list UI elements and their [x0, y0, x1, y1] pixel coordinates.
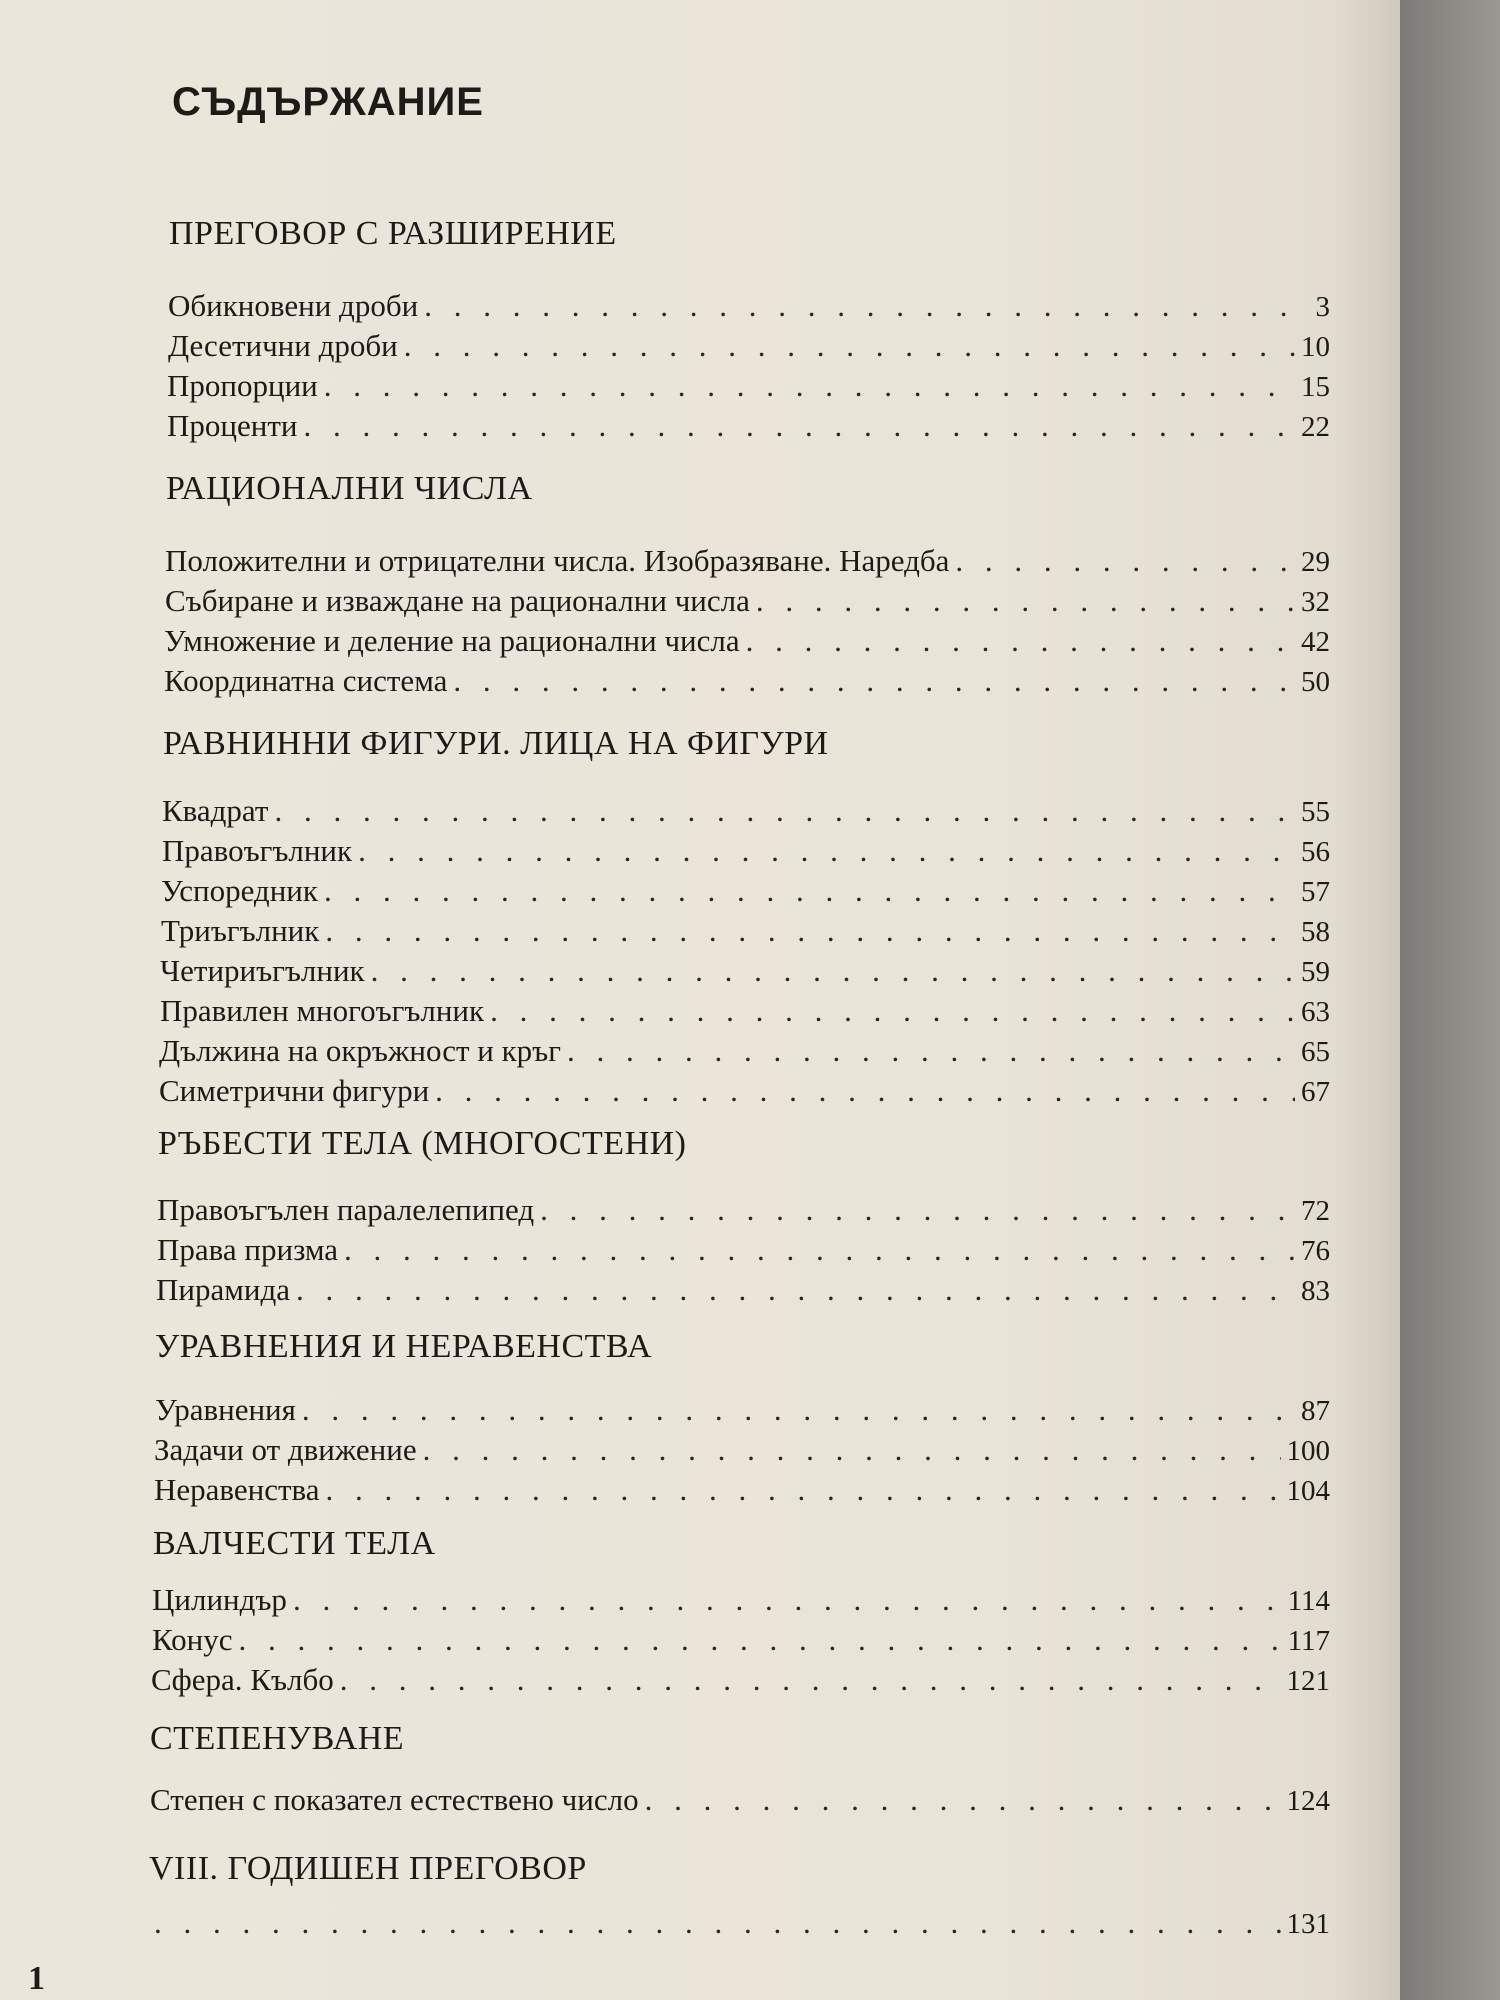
- toc-entry: [162, 833, 1330, 869]
- toc-entry-page: 50: [1301, 666, 1330, 698]
- toc-entry-label: Неравенства: [154, 1472, 320, 1507]
- toc-entry-label: Умножение и деление на рационални числа: [164, 623, 740, 658]
- toc-entry-page: 63: [1301, 996, 1330, 1028]
- toc-entry-page: 3: [1315, 291, 1330, 323]
- toc-entry: [159, 1033, 1330, 1069]
- toc-entry-page: 56: [1301, 836, 1330, 868]
- toc-entry: [162, 793, 1330, 829]
- toc-entry-label: Правоъгълен паралелепипед: [157, 1192, 535, 1227]
- toc-entry-page: 29: [1301, 546, 1330, 578]
- dot-leader: [303, 408, 1295, 444]
- dot-leader: [435, 1073, 1295, 1109]
- toc-entry-label: Проценти: [167, 408, 298, 443]
- dot-leader: [274, 793, 1295, 829]
- toc-entry-page: 87: [1301, 1395, 1330, 1427]
- dot-leader: [326, 1472, 1281, 1508]
- toc-entry: [164, 663, 1330, 699]
- toc-entry: [152, 1622, 1330, 1658]
- dot-leader: [567, 1033, 1295, 1069]
- toc-entry-label: Правоъгълник: [162, 833, 353, 868]
- toc-entry-page: 58: [1301, 916, 1330, 948]
- toc-entry-page: 124: [1286, 1785, 1330, 1817]
- toc-entry: [161, 873, 1330, 909]
- toc-entry-page: 22: [1301, 411, 1330, 443]
- toc-entry-label: Конус: [152, 1622, 233, 1657]
- section-heading: УРАВНЕНИЯ И НЕРАВЕНСТВА: [155, 1328, 652, 1365]
- toc-entry: [167, 368, 1330, 404]
- section-heading: РАВНИННИ ФИГУРИ. ЛИЦА НА ФИГУРИ: [163, 725, 829, 762]
- dot-leader: [423, 1432, 1281, 1468]
- toc-entry-page: 65: [1301, 1036, 1330, 1068]
- section-heading: РЪБЕСТИ ТЕЛА (МНОГОСТЕНИ): [158, 1125, 687, 1162]
- dot-leader: [746, 623, 1295, 659]
- dot-leader: [540, 1192, 1295, 1228]
- toc-entry: [150, 1782, 1330, 1818]
- toc-entry-label: Права призма: [157, 1232, 339, 1267]
- toc-entry-label: Сфера. Кълбо: [151, 1662, 334, 1697]
- toc-entry-page: 131: [1286, 1908, 1330, 1940]
- dot-leader: [325, 913, 1295, 949]
- dot-leader: [490, 993, 1295, 1029]
- toc-entry-label: Триъгълник: [161, 913, 320, 948]
- toc-entry-label: Степен с показател естествено число: [150, 1782, 639, 1817]
- dot-leader: [955, 543, 1295, 579]
- dot-leader: [340, 1662, 1281, 1698]
- toc-entry-label: Четириъгълник: [160, 953, 365, 988]
- section-heading: VIII. ГОДИШЕН ПРЕГОВОР: [149, 1850, 587, 1887]
- toc-entry: [168, 328, 1330, 364]
- toc-entry-page: 76: [1301, 1235, 1330, 1267]
- toc-entry-page: 42: [1301, 626, 1330, 658]
- toc-entry-label: Квадрат: [162, 793, 269, 828]
- section-heading: РАЦИОНАЛНИ ЧИСЛА: [166, 470, 533, 507]
- dot-leader: [371, 953, 1295, 989]
- toc-entry: [155, 1392, 1330, 1428]
- toc-entry-page: 67: [1301, 1076, 1330, 1108]
- toc-entry-label: Десетични дроби: [168, 328, 398, 363]
- background-surface: [1400, 0, 1500, 2000]
- toc-entry-label: Положителни и отрицателни числа. Изобразяване. Наредба: [165, 543, 950, 578]
- toc-entry: [154, 1472, 1330, 1508]
- page-title: СЪДЪРЖАНИЕ: [172, 80, 484, 124]
- toc-entry-page: 117: [1287, 1625, 1330, 1657]
- dot-leader: [453, 663, 1295, 699]
- toc-entry-page: 104: [1286, 1475, 1330, 1507]
- section-heading: ВАЛЧЕСТИ ТЕЛА: [153, 1525, 436, 1562]
- toc-entry-page: 114: [1287, 1585, 1330, 1617]
- toc-entry: [165, 583, 1330, 619]
- toc-entry-page: 100: [1286, 1435, 1330, 1467]
- toc-entry: [168, 288, 1330, 324]
- toc-entry-page: 55: [1301, 796, 1330, 828]
- toc-entry: [164, 623, 1330, 659]
- toc-entry: [157, 1232, 1330, 1268]
- dot-leader: [302, 1392, 1295, 1428]
- toc-entry: [167, 408, 1330, 444]
- toc-entry-page: 59: [1301, 956, 1330, 988]
- toc-entry: [159, 1073, 1330, 1109]
- dot-leader: [238, 1622, 1281, 1658]
- dot-leader: [358, 833, 1295, 869]
- page-number: 1: [28, 1960, 45, 1997]
- toc-entry-label: Цилиндър: [152, 1582, 287, 1617]
- toc-entry-page: 57: [1301, 876, 1330, 908]
- toc-entry: [148, 1905, 1330, 1941]
- toc-entry-label: Уравнения: [155, 1392, 296, 1427]
- toc-entry: [165, 543, 1330, 579]
- toc-entry-page: 83: [1301, 1275, 1330, 1307]
- toc-entry-page: 10: [1301, 331, 1330, 363]
- dot-leader: [324, 368, 1295, 404]
- dot-leader: [293, 1582, 1282, 1618]
- toc-entry-label: Пропорции: [167, 368, 318, 403]
- dot-leader: [324, 873, 1295, 909]
- toc-entry: [154, 1432, 1330, 1468]
- toc-entry-label: Координатна система: [164, 663, 448, 698]
- toc-entry-page: 72: [1301, 1195, 1330, 1227]
- section-heading: СТЕПЕНУВАНЕ: [150, 1720, 405, 1757]
- dot-leader: [154, 1905, 1281, 1941]
- toc-entry: [157, 1192, 1330, 1228]
- toc-entry: [160, 993, 1330, 1029]
- toc-entry: [161, 913, 1330, 949]
- toc-entry-label: Събиране и изваждане на рационални числа: [165, 583, 750, 618]
- toc-entry: [151, 1662, 1330, 1698]
- toc-entry: [156, 1272, 1330, 1308]
- dot-leader: [645, 1782, 1281, 1818]
- dot-leader: [424, 288, 1309, 324]
- dot-leader: [296, 1272, 1295, 1308]
- toc-entry-label: Обикновени дроби: [168, 288, 419, 323]
- toc-entry-label: Симетрични фигури: [159, 1073, 430, 1108]
- toc-entry-label: Пирамида: [156, 1272, 290, 1307]
- toc-entry-page: 15: [1301, 371, 1330, 403]
- toc-entry-page: 121: [1286, 1665, 1330, 1697]
- dot-leader: [404, 328, 1295, 364]
- dot-leader: [344, 1232, 1295, 1268]
- toc-entry-label: Успоредник: [161, 873, 318, 908]
- section-heading: ПРЕГОВОР С РАЗШИРЕНИЕ: [169, 215, 617, 252]
- toc-entry-label: Задачи от движение: [154, 1432, 417, 1467]
- toc-entry-page: 32: [1301, 586, 1330, 618]
- toc-entry: [152, 1582, 1330, 1618]
- toc-entry-label: Правилен многоъгълник: [160, 993, 485, 1028]
- toc-entry-label: Дължина на окръжност и кръг: [159, 1033, 561, 1068]
- dot-leader: [756, 583, 1295, 619]
- toc-entry: [160, 953, 1330, 989]
